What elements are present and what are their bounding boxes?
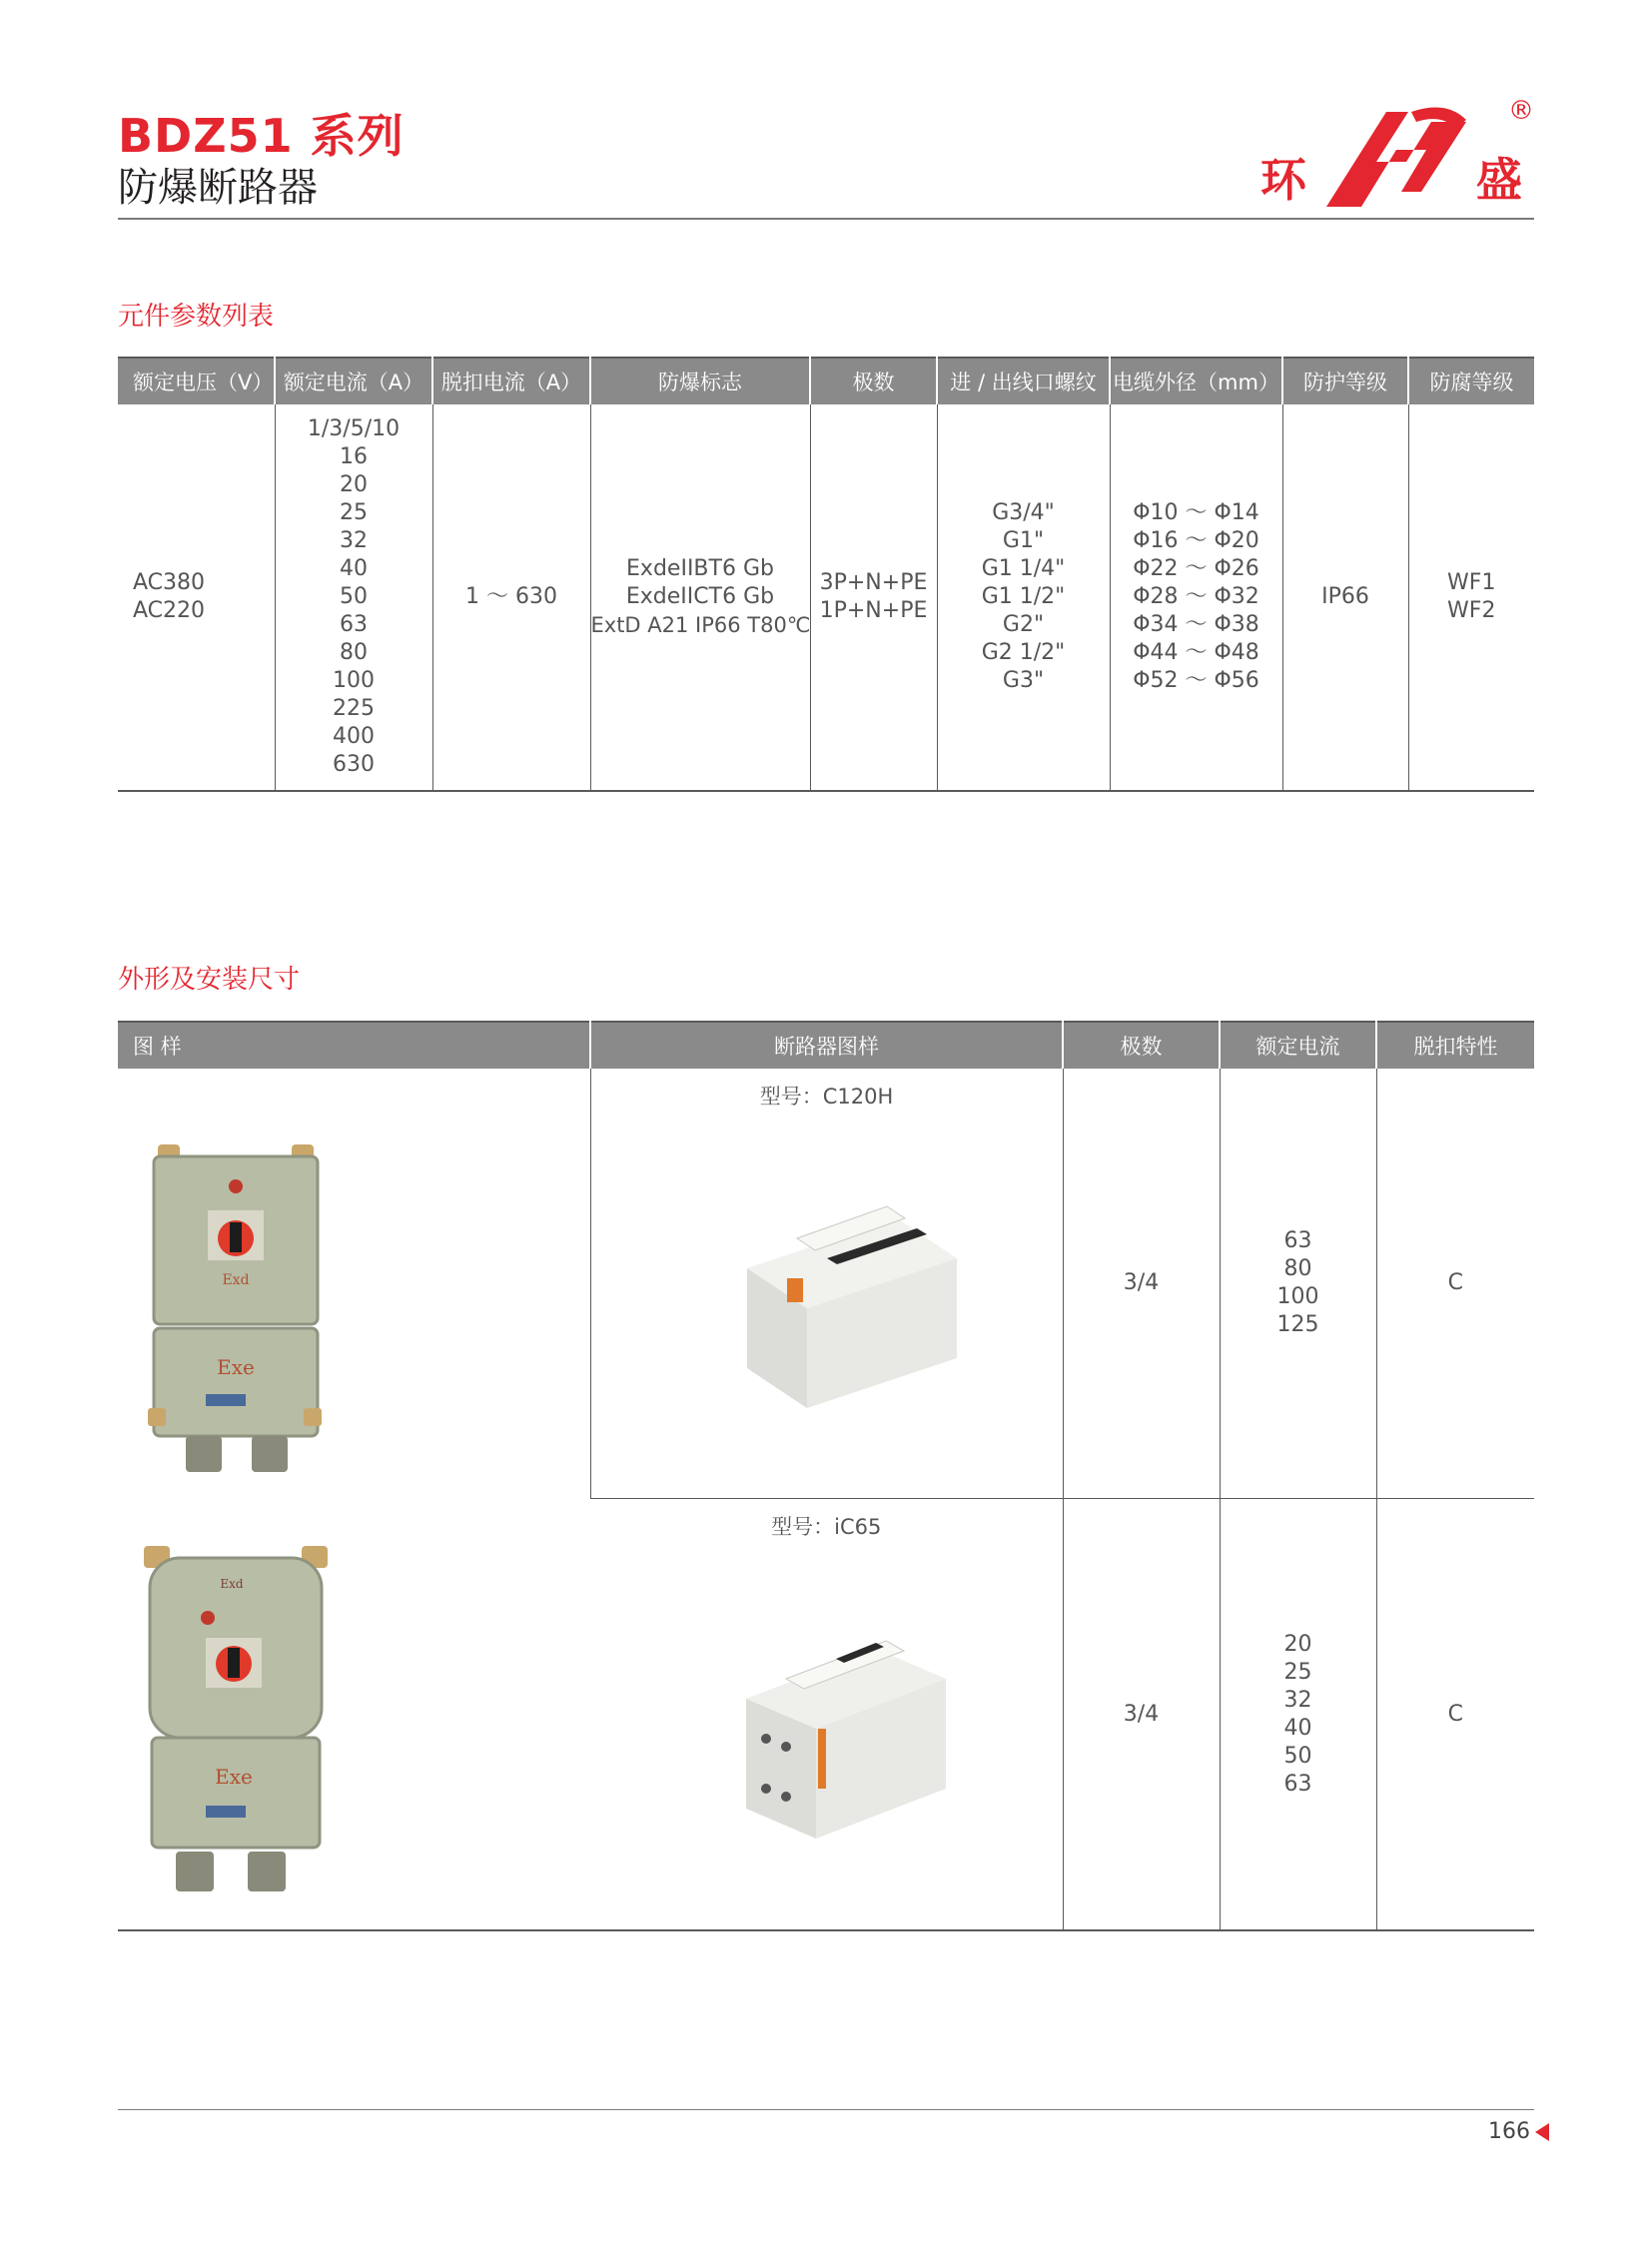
footer-rule [118, 2109, 1534, 2110]
page-number: 166 [1488, 2119, 1530, 2144]
th-threads: 进 / 出线口螺纹 [937, 358, 1110, 404]
dimensions-header-row [118, 1022, 1534, 1069]
breaker-image-ic65 [726, 1619, 966, 1859]
series-title: BDZ51 系列 [118, 109, 405, 163]
ex-line: ExtD A21 IP66 T80℃ [590, 613, 811, 637]
current-line: 40 [340, 556, 368, 581]
thread-line: G1 1/4" [981, 556, 1066, 581]
current-line: 63 [1283, 1228, 1312, 1254]
th-ip: 防护等级 [1282, 358, 1408, 404]
current-line: 1/3/5/10 [307, 416, 401, 441]
ex-line: ExdeIICT6 Gb [625, 584, 775, 609]
cell-trip-current: 1 ～ 630 [432, 404, 590, 791]
th-poles: 极数 [810, 358, 937, 404]
current-line: 100 [333, 668, 375, 693]
current-line: 63 [1283, 1771, 1312, 1797]
cell-trip-c120h: C [1376, 1069, 1534, 1499]
current-line: 63 [340, 612, 368, 637]
registered-mark: ® [1508, 96, 1534, 126]
poles-line: 3P+N+PE [819, 570, 928, 595]
th-figure: 图 样 [118, 1022, 590, 1069]
svg-text:Exe: Exe [215, 1765, 253, 1789]
thread-line: G3" [1002, 668, 1045, 693]
model-label: 型号：iC65 [771, 1515, 882, 1540]
enclosure-image-upper [140, 1138, 330, 1478]
cell-voltage [118, 404, 275, 791]
cell-breaker-c120h [590, 1069, 1063, 1499]
th-trip-characteristic: 脱扣特性 [1376, 1022, 1534, 1069]
current-line: 50 [340, 584, 368, 609]
cable-line: Φ16 ～ Φ20 [1133, 528, 1259, 553]
current-line: 40 [1283, 1715, 1312, 1741]
section-title-params: 元件参数列表 [118, 302, 275, 332]
cable-line: Φ34 ～ Φ38 [1133, 612, 1259, 637]
ex-line: ExdeIIBT6 Gb [626, 556, 774, 581]
cell-cable-od [1110, 404, 1282, 791]
th-current: 额定电流（A） [275, 358, 432, 404]
cable-line: Φ10 ～ Φ14 [1133, 500, 1259, 525]
current-line: 400 [333, 724, 375, 749]
brand-char-left: 环 [1260, 153, 1306, 207]
enclosure-image-lower [136, 1538, 336, 1917]
cell-breaker-ic65 [590, 1499, 1063, 1930]
cable-line: Φ44 ～ Φ48 [1133, 640, 1259, 665]
cell-ex-marking [590, 404, 810, 791]
current-line: 50 [1283, 1743, 1312, 1769]
params-table [118, 357, 1534, 792]
model-label: 型号：C120H [759, 1085, 894, 1109]
cable-line: Φ22 ～ Φ26 [1133, 556, 1259, 581]
th-ex-marking: 防爆标志 [590, 358, 810, 404]
params-row [118, 404, 1534, 791]
current-line: 32 [1283, 1687, 1312, 1713]
thread-line: G1" [1002, 528, 1045, 553]
brand-char-right: 盛 [1476, 153, 1522, 207]
current-line: 125 [1276, 1312, 1319, 1338]
cable-line: Φ52 ～ Φ56 [1133, 668, 1259, 693]
th-breaker-figure: 断路器图样 [590, 1022, 1063, 1069]
svg-text:Exd: Exd [220, 1577, 244, 1591]
th-rated-current: 额定电流 [1220, 1022, 1376, 1069]
cell-enclosure-images [118, 1069, 590, 1930]
current-line: 32 [340, 528, 368, 553]
thread-line: G1 1/2" [981, 584, 1066, 609]
section-title-dimensions: 外形及安装尺寸 [118, 965, 301, 995]
wf-line: WF2 [1447, 598, 1496, 623]
params-header-row [118, 358, 1534, 404]
current-line: 20 [340, 472, 368, 497]
cable-line: Φ28 ～ Φ32 [1133, 584, 1259, 609]
th-voltage: 额定电压（V） [118, 358, 275, 404]
poles-line: 1P+N+PE [819, 598, 928, 623]
current-line: 25 [340, 500, 368, 525]
th-anticorrosion: 防腐等级 [1408, 358, 1534, 404]
dimensions-table [118, 1021, 1534, 1931]
page-arrow-icon [1535, 2123, 1549, 2141]
cell-ip: IP66 [1282, 404, 1408, 791]
svg-text:Exd: Exd [222, 1272, 250, 1288]
table-row [118, 1069, 1534, 1499]
cell-poles [810, 404, 937, 791]
hs-logo-icon [1316, 102, 1476, 212]
th-cable-od: 电缆外径（mm） [1110, 358, 1282, 404]
current-line: 25 [1283, 1659, 1312, 1685]
breaker-image-c120h [727, 1198, 967, 1428]
current-line: 80 [340, 640, 368, 665]
cell-trip-ic65: C [1376, 1499, 1534, 1930]
th-trip-current: 脱扣电流（A） [432, 358, 590, 404]
thread-line: G3/4" [992, 500, 1055, 525]
cell-current-c120h [1220, 1069, 1376, 1499]
cell-current-ic65 [1220, 1499, 1376, 1930]
svg-text:Exe: Exe [217, 1355, 255, 1379]
voltage-line: AC220 [133, 598, 206, 623]
wf-line: WF1 [1447, 570, 1496, 595]
cell-anticorrosion [1408, 404, 1534, 791]
voltage-line: AC380 [133, 570, 206, 595]
current-line: 80 [1283, 1256, 1312, 1282]
thread-line: G2" [1002, 612, 1045, 637]
product-title: 防爆断路器 [118, 165, 318, 211]
header-rule [118, 218, 1534, 220]
current-line: 630 [333, 752, 375, 777]
current-line: 20 [1283, 1631, 1312, 1657]
current-line: 100 [1276, 1284, 1319, 1310]
cell-current [275, 404, 432, 791]
current-line: 16 [340, 444, 368, 469]
thread-line: G2 1/2" [981, 640, 1066, 665]
current-line: 225 [333, 696, 375, 721]
brand-logo [1260, 96, 1540, 216]
cell-poles-c120h: 3/4 [1063, 1069, 1220, 1499]
th-poles: 极数 [1063, 1022, 1220, 1069]
cell-threads [937, 404, 1110, 791]
cell-poles-ic65: 3/4 [1063, 1499, 1220, 1930]
